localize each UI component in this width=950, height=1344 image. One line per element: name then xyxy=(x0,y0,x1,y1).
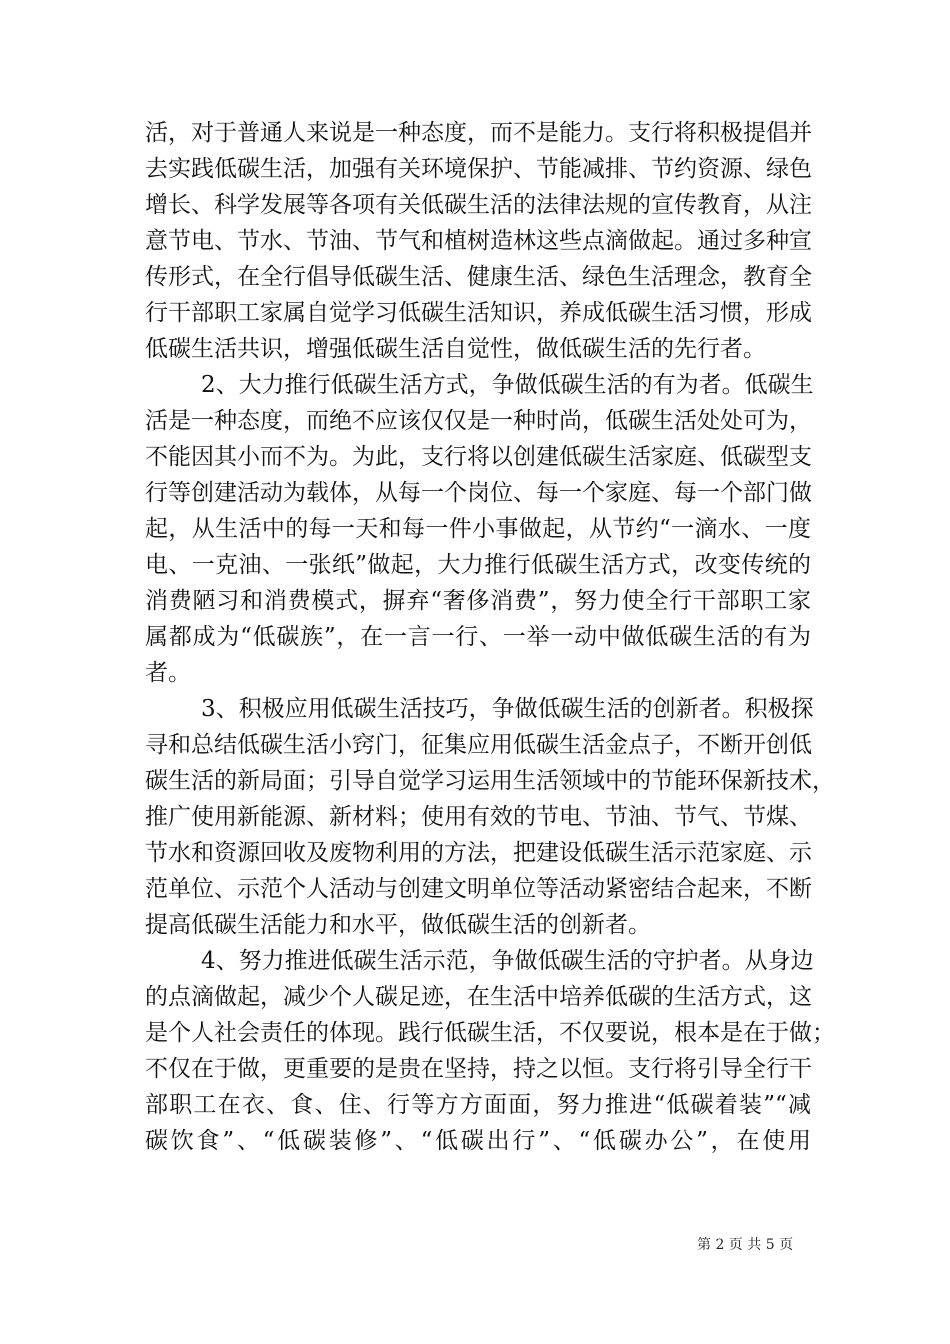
text-line: 4、努力推进低碳生活示范，争做低碳生活的守护者。从身边 xyxy=(201,948,814,974)
text-line: 消费陋习和消费模式，摒弃“奢侈消费”，努力使全行干部职工家 xyxy=(145,588,811,614)
text-line: 电、一克油、一张纸”做起，大力推行低碳生活方式，改变传统的 xyxy=(145,552,811,578)
text-line: 去实践低碳生活，加强有关环境保护、节能减排、节约资源、绿色 xyxy=(145,156,812,182)
text-line: 范单位、示范个人活动与创建文明单位等活动紧密结合起来，不断 xyxy=(145,876,812,902)
text-line: 传形式，在全行倡导低碳生活、健康生活、绿色生活理念，教育全 xyxy=(145,264,812,290)
text-line: 行干部职工家属自觉学习低碳生活知识，养成低碳生活习惯，形成 xyxy=(145,300,812,326)
text-line: 不仅在于做，更重要的是贵在坚持，持之以恒。支行将引导全行干 xyxy=(145,1056,812,1082)
text-line: 提高低碳生活能力和水平，做低碳生活的创新者。 xyxy=(145,912,651,938)
text-line: 不能因其小而不为。为此，支行将以创建低碳生活家庭、低碳型支 xyxy=(145,444,812,470)
text-line: 起，从生活中的每一天和每一件小事做起，从节约“一滴水、一度 xyxy=(145,516,811,542)
text-line: 的点滴做起，减少个人碳足迹，在生活中培养低碳的生活方式，这 xyxy=(145,984,812,1010)
text-line: 节水和资源回收及废物利用的方法，把建设低碳生活示范家庭、示 xyxy=(145,840,812,866)
text-line: 碳生活的新局面；引导自觉学习运用生活领域中的节能环保新技术， xyxy=(145,768,835,794)
document-body xyxy=(145,115,835,1159)
text-line: 2、大力推行低碳生活方式，争做低碳生活的有为者。低碳生 xyxy=(201,372,814,398)
text-line: 3、积极应用低碳生活技巧，争做低碳生活的创新者。积极探 xyxy=(201,696,814,722)
text-line: 活，对于普通人来说是一种态度，而不是能力。支行将积极提倡并 xyxy=(145,120,812,146)
text-line: 部职工在衣、食、住、行等方方面面，努力推进“低碳着装”“减 xyxy=(145,1092,811,1118)
text-line: 碳饮食”、“低碳装修”、“低碳出行”、“低碳办公”，在使用 xyxy=(145,1128,811,1154)
text-line: 推广使用新能源、新材料；使用有效的节电、节油、节气、节煤、 xyxy=(145,804,812,830)
text-line: 是个人社会责任的体现。践行低碳生活，不仅要说，根本是在于做； xyxy=(145,1020,835,1046)
text-line: 增长、科学发展等各项有关低碳生活的法律法规的宣传教育，从注 xyxy=(145,192,812,218)
text-line: 行等创建活动为载体，从每一个岗位、每一个家庭、每一个部门做 xyxy=(145,480,812,506)
text-line: 者。 xyxy=(145,660,191,686)
page-number-footer: 第 2 页 共 5 页 xyxy=(697,1237,794,1253)
text-line: 低碳生活共识，增强低碳生活自觉性，做低碳生活的先行者。 xyxy=(145,336,766,362)
text-line: 活是一种态度，而绝不应该仅仅是一种时尚，低碳生活处处可为， xyxy=(145,408,812,434)
text-line: 属都成为“低碳族”，在一言一行、一举一动中做低碳生活的有为 xyxy=(145,624,811,650)
text-line: 意节电、节水、节油、节气和植树造林这些点滴做起。通过多种宣 xyxy=(145,228,812,254)
text-line: 寻和总结低碳生活小窍门，征集应用低碳生活金点子，不断开创低 xyxy=(145,732,812,758)
